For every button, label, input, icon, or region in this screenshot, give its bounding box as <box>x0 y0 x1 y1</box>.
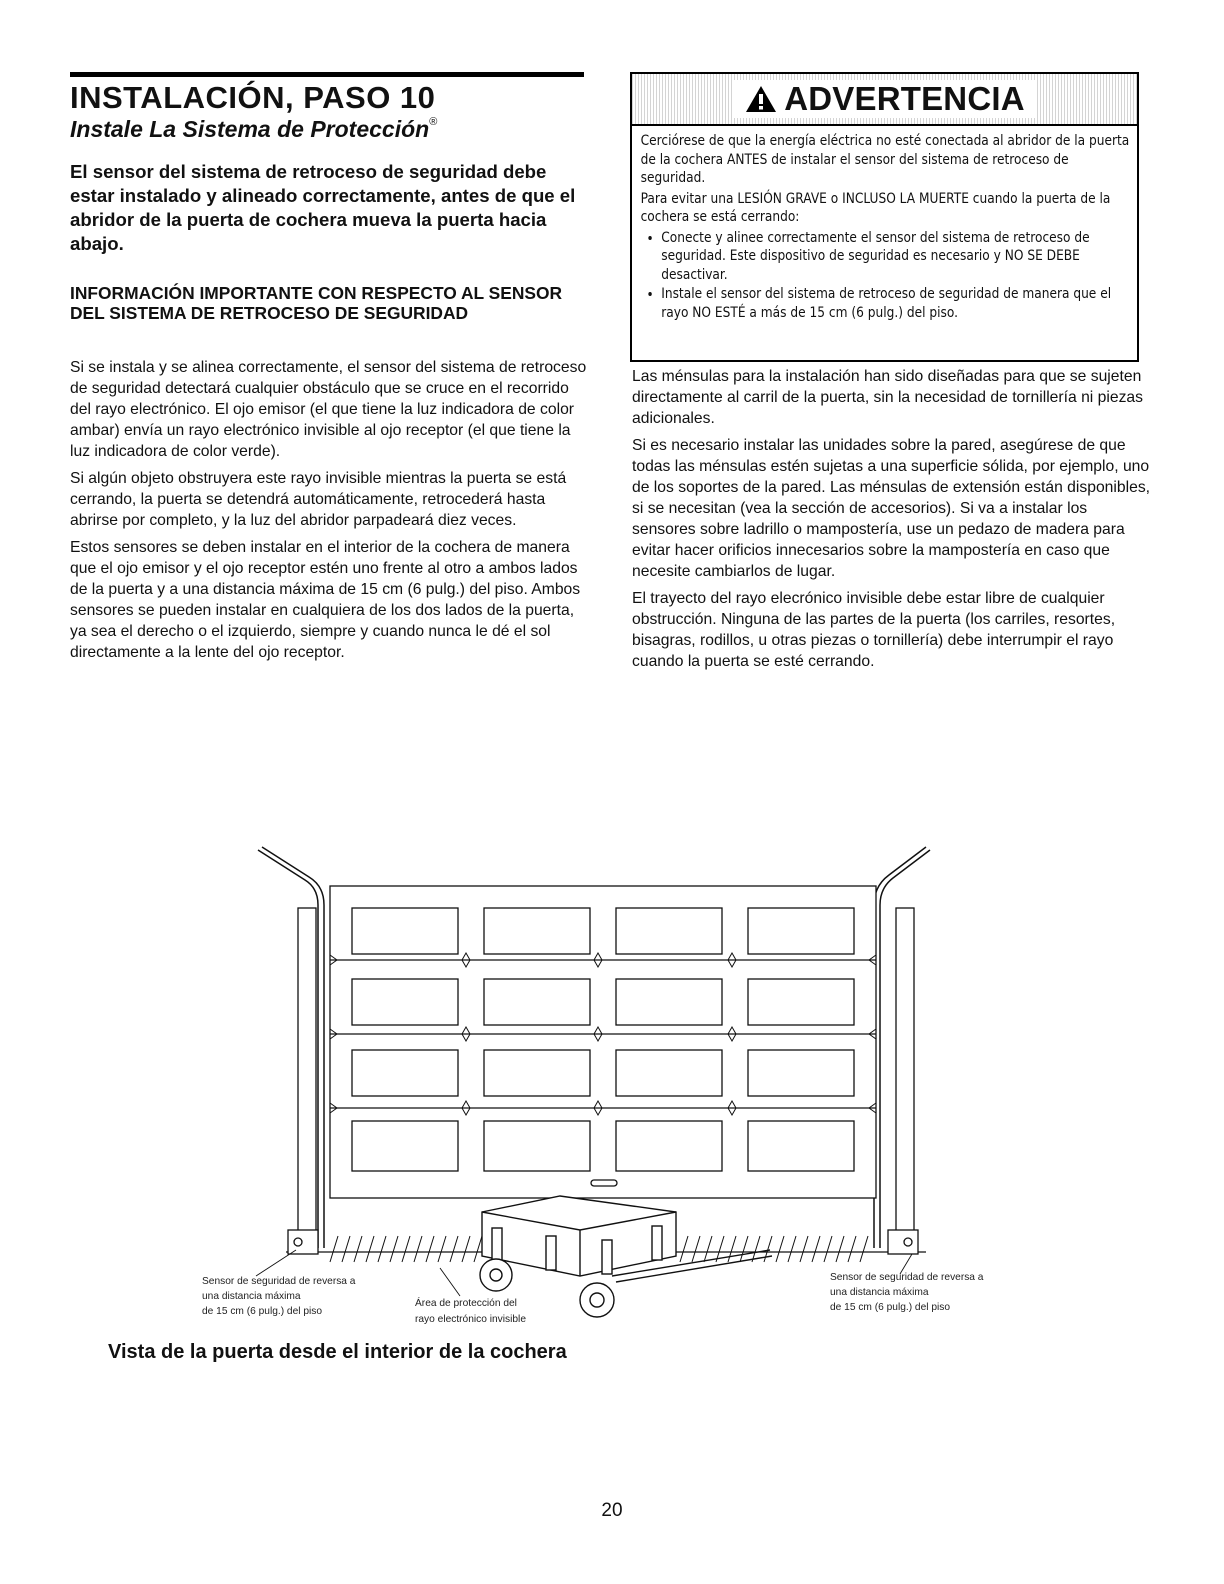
right-sensor-label-1: Sensor de seguridad de reversa a <box>830 1272 984 1283</box>
left-paragraph-1: Si se instala y se alinea correctamente, el sensor del sistema de retroceso de seguridad detectará cualquier obstáculo que se cruce en el recorrido del rayo electrónico. El ojo emisor (el que tiene la luz indicadora de color ambar) envía un rayo electrónico invisible al ojo receptor (el que tiene la luz indicadora de color verde). <box>70 359 587 460</box>
beam-area-label-1: Área de protección del <box>415 1298 517 1309</box>
intro-text: El sensor del sistema de retroceso de seguridad debe estar instalado y alineado correctamente, antes de que el abridor de la puerta de cochera mueva la puerta hacia abajo. <box>70 161 576 254</box>
warning-bullet-1: • Conecte y alinee correctamente el sensor del sistema de retroceso de seguridad. Este dispositivo de seguridad es necesario y NO SE DEBE desactivar. <box>661 229 1131 285</box>
left-sensor <box>288 1230 318 1254</box>
right-sensor <box>888 1230 918 1254</box>
subtitle-text: Instale La Sistema de Protección <box>70 116 430 142</box>
right-sensor-label-2: una distancia máxima <box>830 1287 929 1298</box>
left-sensor-label-2: una distancia máxima <box>202 1291 301 1302</box>
beam-area-label-2: rayo electrónico invisible <box>415 1314 526 1325</box>
warning-title-group <box>734 80 1035 118</box>
diagram-caption: Vista de la puerta desde el interior de la cochera <box>108 1341 567 1363</box>
page-subtitle <box>70 116 437 143</box>
warning-header <box>632 74 1137 126</box>
warning-title: ADVERTENCIA <box>784 80 1025 117</box>
left-sensor-label-1: Sensor de seguridad de reversa a <box>202 1276 356 1287</box>
right-paragraph-1: Las ménsulas para la instalación han sido diseñadas para que se sujeten directamente al carril de la puerta, sin la necesidad de tornillería ni piezas adicionales. <box>632 368 1143 427</box>
warning-box <box>630 72 1139 362</box>
page-number: 20 <box>601 1500 623 1521</box>
wagon <box>480 1196 772 1317</box>
right-jamb <box>896 908 914 1248</box>
registered-mark: ® <box>429 116 438 128</box>
right-column <box>632 366 1152 678</box>
right-paragraph-3: El trayecto del rayo elecrónico invisible debe estar libre de cualquier obstrucción. Ninguna de las partes de la puerta (los carriles, resortes, bisagras, rodillos, u otras piezas o tornillería) debe interrumpir el rayo cuando la puerta se esté cerrando. <box>632 590 1116 670</box>
warning-bullet-2: • Instale el sensor del sistema de retroceso de seguridad de manera que el rayo NO ESTÉ a más de 15 cm (6 pulg.) del piso. <box>661 285 1131 322</box>
left-paragraph-3: Estos sensores se deben instalar en el interior de la cochera de manera que el ojo emisor y el ojo receptor estén uno frente al otro a ambos lados de la puerta y a una distancia máxima de 15 cm (6 pulg.) del piso. Ambos sensores se pueden instalar en cualquiera de los dos lados de la puerta, ya sea el derecho o el izquierdo, siempre y cuando nunca le dé el sol directamente a la lente del ojo receptor. <box>70 539 581 661</box>
warning-list <box>641 229 1131 323</box>
right-sensor-label-3: de 15 cm (6 pulg.) del piso <box>830 1302 951 1313</box>
garage-door-diagram <box>0 840 1224 1340</box>
title-rule <box>70 72 584 77</box>
warning-body <box>632 126 1139 322</box>
left-jamb <box>298 908 316 1248</box>
right-paragraph-2: Si es necesario instalar las unidades sobre la pared, asegúrese de que todas las ménsulas estén sujetas a una superficie sólida, por ejemplo, uno de los soportes de la pared. Las ménsulas de extensión están disponibles, si se necesitan (vea la sección de accesorios). Si va a instalar los sensores sobre ladrillo o mampostería, use un pedazo de madera para evitar hacer orificios innecesarios sobre la mampostería en caso que necesite cambiarlos de lugar. <box>632 437 1151 580</box>
left-column <box>70 357 590 669</box>
section-title: INFORMACIÓN IMPORTANTE CON RESPECTO AL SENSOR DEL SISTEMA DE RETROCESO DE SEGURIDAD <box>70 283 563 323</box>
warning-paragraph-1: Cerciórese de que la energía eléctrica no esté conectada al abridor de la puerta de la cochera ANTES de instalar el sensor del sistema de retroceso de seguridad. <box>640 133 1130 186</box>
door <box>330 886 876 1198</box>
left-sensor-label-3: de 15 cm (6 pulg.) del piso <box>202 1306 323 1317</box>
warning-triangle-icon <box>744 84 778 114</box>
page-title: INSTALACIÓN, PASO 10 <box>70 80 436 115</box>
left-paragraph-2: Si algún objeto obstruyera este rayo invisible mientras la puerta se está cerrando, la puerta se detendrá automáticamente, retrocederá hasta abrirse por completo, y la luz del abridor parpadeará diez veces. <box>70 470 567 529</box>
warning-paragraph-2: Para evitar una LESIÓN GRAVE o INCLUSO LA MUERTE cuando la puerta de la cochera se está cerrando: <box>640 190 1111 225</box>
